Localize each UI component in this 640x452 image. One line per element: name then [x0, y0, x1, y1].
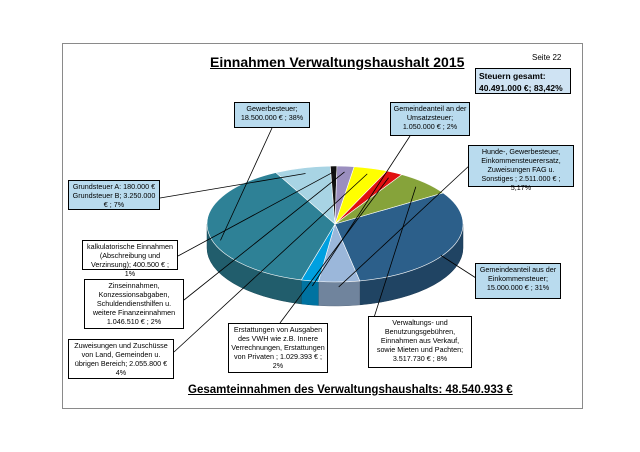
label-gewerbesteuer: Gewerbesteuer; 18.500.000 € ; 38% [234, 102, 310, 128]
label-einkommensteuer: Gemeindeanteil aus der Einkommensteuer; 15.000.000 € ; 31% [475, 263, 561, 299]
pie-side-2 [301, 280, 318, 306]
pie-side-1 [318, 281, 359, 306]
label-verwaltungsgebuehren: Verwaltungs- und Benutzungsgebühren, Einnahmen aus Verkauf, sowie Mieten und Pachten; 3.517.730 € ; 8% [368, 316, 472, 368]
label-erstattungen: Erstattungen von Ausgaben des VWH wie z.B. Innere Verrechnungen, Erstattungen von Privaten ; 1.029.393 € ; 2% [228, 323, 328, 373]
chart-title: Einnahmen Verwaltungshaushalt 2015 [210, 54, 465, 70]
label-grundsteuer: Grundsteuer A: 180.000 € Grundsteuer B; 3.250.000 € ; 7% [68, 180, 160, 210]
label-kalkulatorisch: kalkulatorische Einnahmen (Abschreibung und Verzinsung); 400.500 € ; 1% [82, 240, 178, 270]
page-number: Seite 22 [532, 53, 562, 62]
total-label: Gesamteinnahmen des Verwaltungshaushalts: 48.540.933 € [188, 384, 513, 396]
label-umsatzsteuer: Gemeindeanteil an der Umsatzsteuer; 1.050.000 € ; 2% [390, 102, 470, 136]
tax-total-line2: 40.491.000 €; 83,42% [479, 83, 563, 93]
label-zinseinnahmen: Zinseinnahmen, Konzessionsabgaben, Schuldendiensthilfen u. weitere Finanzeinnahmen 1.046.510 € ; 2% [84, 279, 184, 329]
tax-total-line1: Steuern gesamt: [479, 71, 546, 81]
label-zuweisungen: Zuweisungen und Zuschüsse von Land, Gemeinden u. übrigen Bereich; 2.055.800 € 4% [68, 339, 174, 379]
label-hundesteuer: Hunde-, Gewerbesteuer, Einkommensteuerersatz, Zuweisungen FAG u. Sonstiges ; 2.511.000 € ; 5,17% [468, 145, 574, 187]
